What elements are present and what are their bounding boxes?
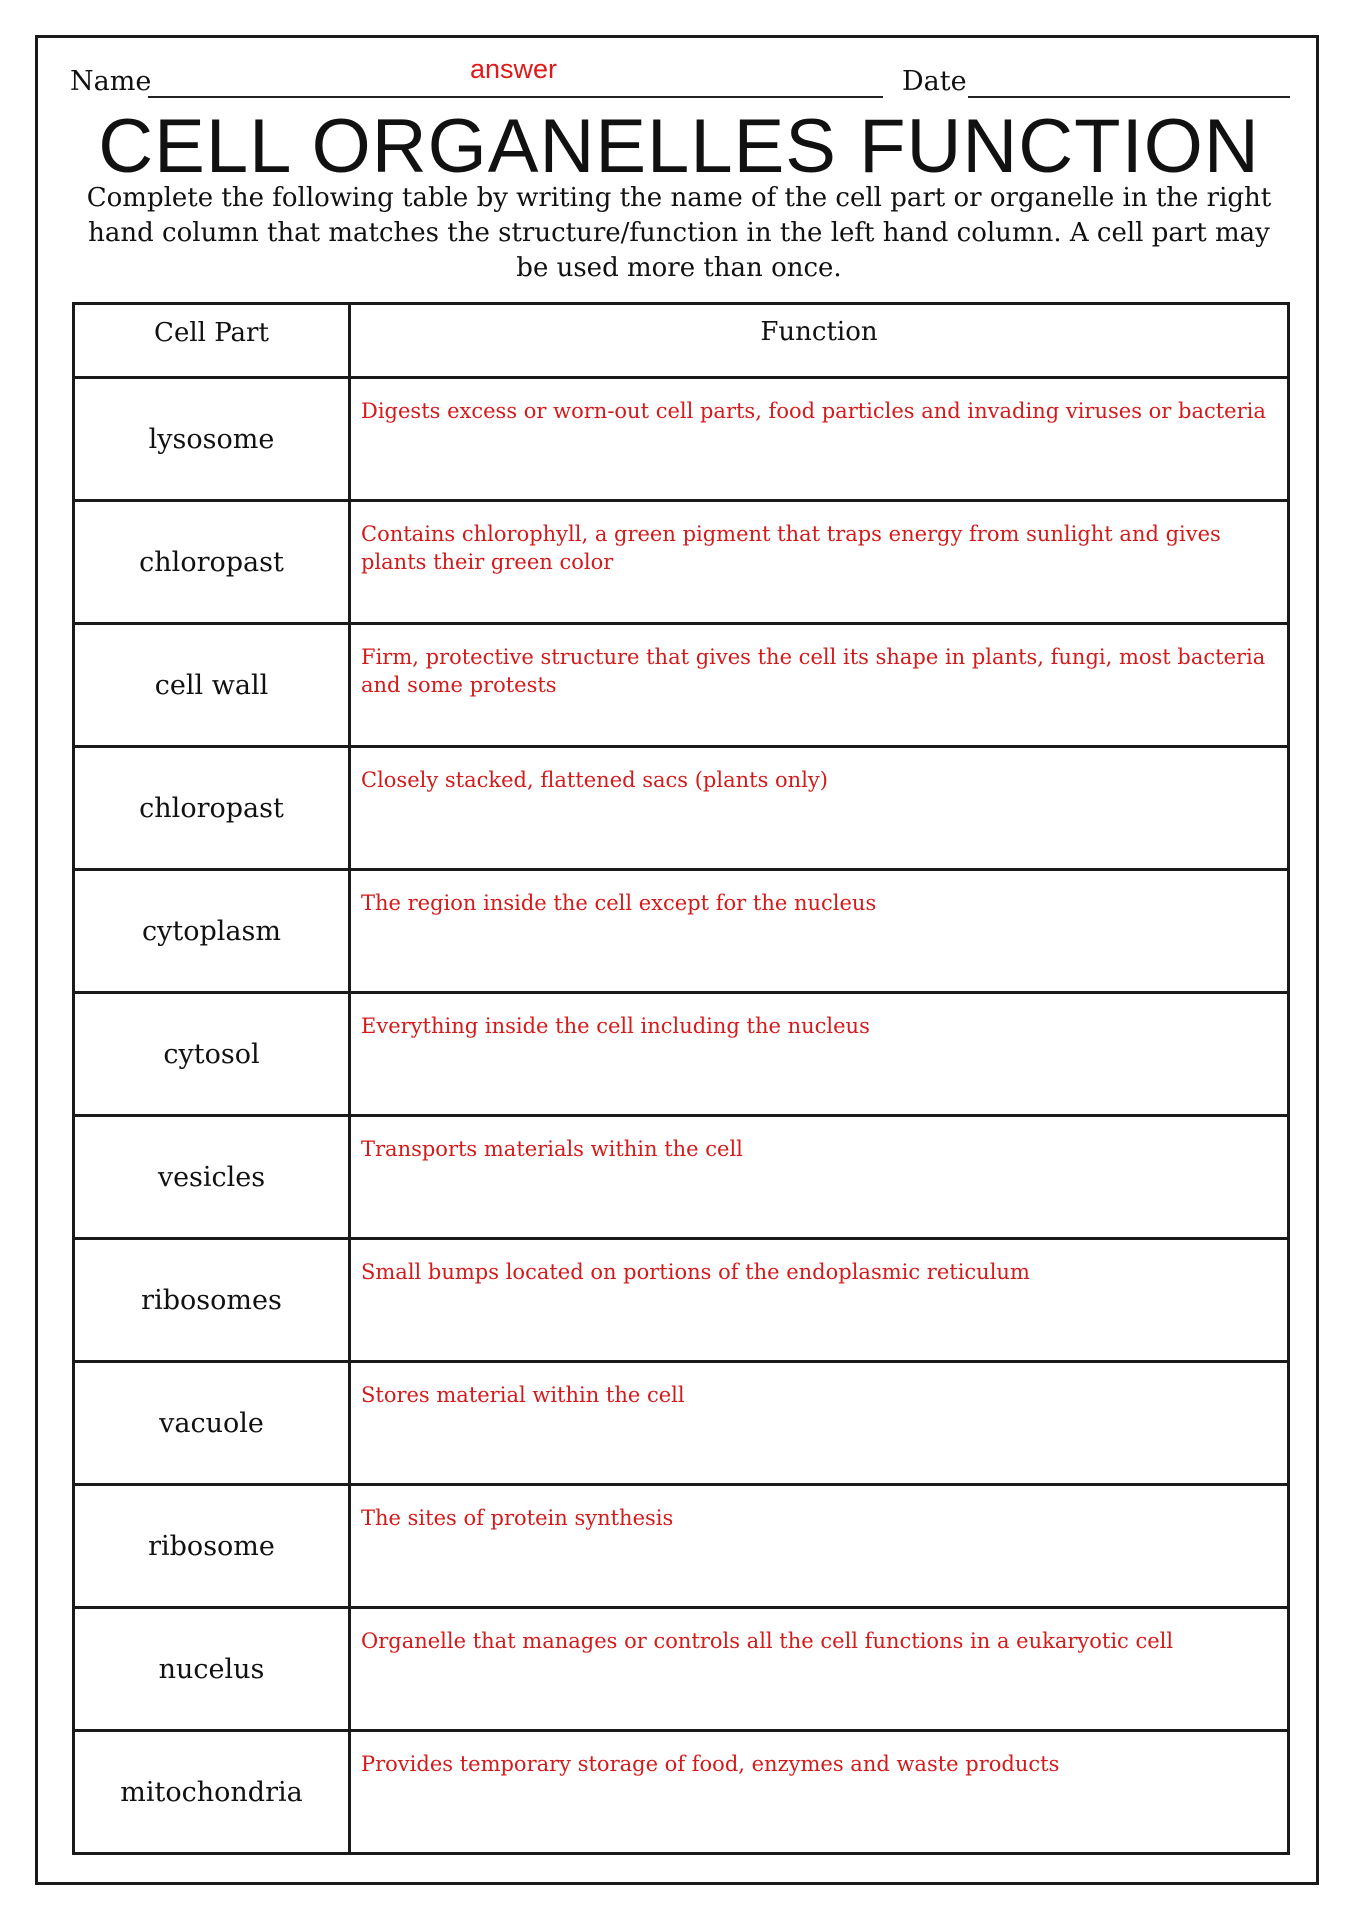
cell-part: chloropast: [75, 748, 351, 868]
header-function: Function: [760, 317, 878, 347]
function-text: Everything inside the cell including the nucleus: [361, 1014, 870, 1038]
cell-part: cell wall: [75, 625, 351, 745]
function-text: The sites of protein synthesis: [361, 1506, 674, 1530]
name-label: Name: [70, 66, 152, 97]
header-line: [70, 54, 1290, 102]
header-cell-part: Cell Part: [75, 305, 351, 376]
date-field[interactable]: [968, 96, 1290, 98]
name-answer: answer: [470, 54, 558, 84]
function-text: Provides temporary storage of food, enzymes and waste products: [361, 1752, 1060, 1776]
cell-part: ribosome: [75, 1486, 351, 1606]
table-row: [75, 1606, 1287, 1729]
cell-part: chloropast: [75, 502, 351, 622]
table-row: [75, 991, 1287, 1114]
table-row: [75, 868, 1287, 991]
function-text: Stores material within the cell: [361, 1383, 685, 1407]
table-row: [75, 1729, 1287, 1852]
function-text: Firm, protective structure that gives the cell its shape in plants, fungi, most bacteria and some protests: [361, 645, 1266, 697]
name-field[interactable]: [148, 96, 883, 98]
page-title: CELL ORGANELLES FUNCTION: [98, 104, 1260, 189]
function-text: Digests excess or worn-out cell parts, food particles and invading viruses or bacteria: [361, 399, 1266, 423]
table-row: [75, 1114, 1287, 1237]
table-header-row: [75, 305, 1287, 376]
function-text: Contains chlorophyll, a green pigment that traps energy from sunlight and gives plants their green color: [361, 522, 1221, 574]
cell-part: lysosome: [75, 379, 351, 499]
function-text: Closely stacked, flattened sacs (plants only): [361, 768, 828, 792]
cell-part: ribosomes: [75, 1240, 351, 1360]
cell-part: cytosol: [75, 994, 351, 1114]
function-text: Small bumps located on portions of the endoplasmic reticulum: [361, 1260, 1030, 1284]
table-row: [75, 1483, 1287, 1606]
cell-part: mitochondria: [75, 1732, 351, 1852]
instructions: Complete the following table by writing the name of the cell part or organelle in the right hand column that matches the structure/function in the left hand column. A cell part may be used more than once.: [86, 183, 1272, 283]
table-row: [75, 1237, 1287, 1360]
date-label: Date: [902, 66, 967, 97]
function-text: The region inside the cell except for the nucleus: [361, 891, 877, 915]
table-row: [75, 376, 1287, 499]
cell-part: vesicles: [75, 1117, 351, 1237]
function-text: Transports materials within the cell: [361, 1137, 743, 1161]
organelle-table: [72, 302, 1290, 1855]
function-text: Organelle that manages or controls all the cell functions in a eukaryotic cell: [361, 1629, 1174, 1653]
cell-part: nucelus: [75, 1609, 351, 1729]
table-row: [75, 745, 1287, 868]
table-row: [75, 622, 1287, 745]
table-row: [75, 1360, 1287, 1483]
cell-part: cytoplasm: [75, 871, 351, 991]
cell-part: vacuole: [75, 1363, 351, 1483]
table-row: [75, 499, 1287, 622]
